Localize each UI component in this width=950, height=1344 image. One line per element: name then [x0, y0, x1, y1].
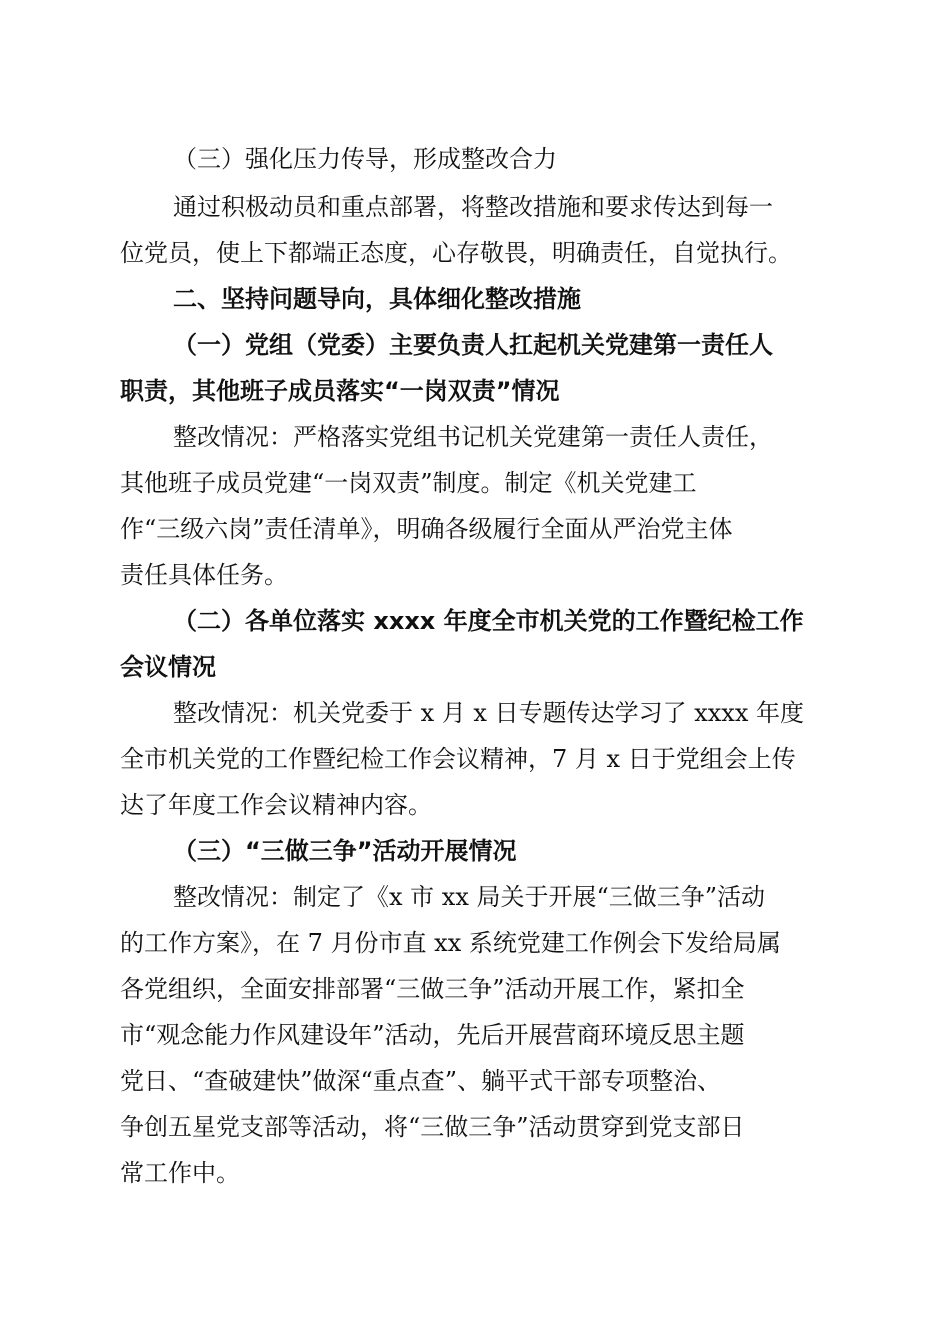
- body-paragraph-line: 党日、“查破建快”做深“重点查”、躺平式干部专项整治、: [120, 1067, 722, 1095]
- subheading-party-group-leader: 职责，其他班子成员落实“一岗双责”情况: [120, 377, 560, 405]
- body-paragraph-line: 整改情况：机关党委于 x 月 x 日专题传达学习了 xxxx 年度: [173, 699, 804, 727]
- body-paragraph-line: 整改情况：制定了《x 市 xx 局关于开展“三做三争”活动: [173, 883, 766, 911]
- body-paragraph-line: 通过积极动员和重点部署，将整改措施和要求传达到每一: [173, 193, 773, 221]
- subheading-units-meeting: （二）各单位落实 xxxx 年度全市机关党的工作暨纪检工作: [173, 607, 804, 635]
- subheading-three-do-three-strive: （三）“三做三争”活动开展情况: [173, 837, 517, 865]
- body-paragraph-line: 达了年度工作会议精神内容。: [120, 791, 432, 819]
- section-heading-problem-orientation: 二、坚持问题导向，具体细化整改措施: [173, 285, 581, 313]
- body-paragraph-line: 其他班子成员党建“一岗双责”制度。制定《机关党建工: [120, 469, 697, 497]
- body-paragraph-line: 全市机关党的工作暨纪检工作会议精神，7 月 x 日于党组会上传: [120, 745, 796, 773]
- body-paragraph-line: 常工作中。: [120, 1159, 240, 1187]
- body-paragraph-line: 整改情况：严格落实党组书记机关党建第一责任人责任，: [173, 423, 773, 451]
- subheading-units-meeting: 会议情况: [120, 653, 216, 681]
- body-paragraph-line: 位党员，使上下都端正态度，心存敬畏，明确责任，自觉执行。: [120, 239, 792, 267]
- body-paragraph-line: 各党组织，全面安排部署“三做三争”活动开展工作，紧扣全: [120, 975, 745, 1003]
- subheading-strengthen-pressure: （三）强化压力传导，形成整改合力: [173, 145, 557, 173]
- body-paragraph-line: 的工作方案》，在 7 月份市直 xx 系统党建工作例会下发给局属: [120, 929, 781, 957]
- subheading-party-group-leader: （一）党组（党委）主要负责人扛起机关党建第一责任人: [173, 331, 773, 359]
- body-paragraph-line: 责任具体任务。: [120, 561, 288, 589]
- body-paragraph-line: 作“三级六岗”责任清单》，明确各级履行全面从严治党主体: [120, 515, 733, 543]
- body-paragraph-line: 争创五星党支部等活动，将“三做三争”活动贯穿到党支部日: [120, 1113, 745, 1141]
- body-paragraph-line: 市“观念能力作风建设年”活动，先后开展营商环境反思主题: [120, 1021, 745, 1049]
